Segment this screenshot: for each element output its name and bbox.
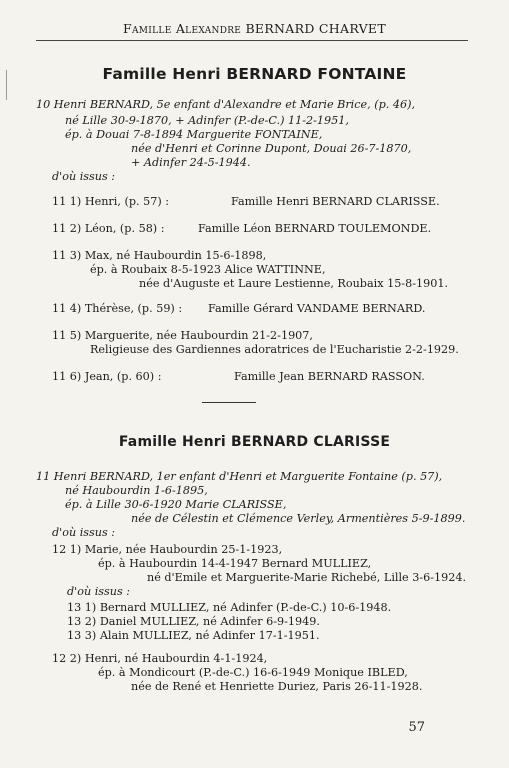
page-number: 57: [408, 720, 425, 735]
s1-child-6: 11 6) Jean, (p. 60) :: [52, 370, 162, 383]
header-rule: [36, 40, 468, 41]
s1-child-5: 11 5) Marguerite, née Haubourdin 21-2-1907,: [52, 329, 313, 342]
s1-line-4: née d'Henri et Corinne Dupont, Douai 26-7-1870,: [131, 142, 412, 155]
s1-line-3: ép. à Douai 7-8-1894 Marguerite FONTAINE,: [65, 128, 323, 141]
s2-grandchild-2: 13 2) Daniel MULLIEZ, né Adinfer 6-9-1949.: [67, 615, 320, 628]
header-first-name: Alexandre: [175, 21, 242, 36]
s2-grandchild-1: 13 1) Bernard MULLIEZ, né Adinfer (P.-de-C.) 10-6-1948.: [67, 601, 392, 614]
s1-line-2: né Lille 30-9-1870, + Adinfer (P.-de-C.) 11-2-1951,: [65, 114, 349, 127]
s1-child-2-ref: Famille Léon BERNARD TOULEMONDE.: [198, 222, 432, 235]
running-header: [0, 21, 509, 36]
s2-line-3: ép. à Lille 30-6-1920 Marie CLARISSE,: [65, 498, 287, 511]
s1-child-5-l2: Religieuse des Gardiennes adoratrices de l'Eucharistie 2-2-1929.: [90, 343, 459, 356]
s1-child-4-ref: Famille Gérard VANDAME BERNARD.: [208, 302, 426, 315]
s2-child-2-l2: ép. à Mondicourt (P.-de-C.) 16-6-1949 Monique IBLED,: [98, 666, 408, 679]
s2-child-2: 12 2) Henri, né Haubourdin 4-1-1924,: [52, 652, 268, 665]
s1-child-1-ref: Famille Henri BERNARD CLARISSE.: [231, 195, 440, 208]
s1-issue-label: d'où issus :: [52, 170, 116, 183]
s2-grandchildren-label: d'où issus :: [67, 585, 131, 598]
section1-title: Famille Henri BERNARD FONTAINE: [102, 65, 407, 83]
s1-child-3: 11 3) Max, né Haubourdin 15-6-1898,: [52, 249, 267, 262]
s2-line-1: 11 Henri BERNARD, 1er enfant d'Henri et Marguerite Fontaine (p. 57),: [36, 470, 443, 483]
section-separator: [202, 402, 256, 403]
s2-line-4: née de Célestin et Clémence Verley, Armentières 5-9-1899.: [131, 512, 466, 525]
s1-child-6-ref: Famille Jean BERNARD RASSON.: [234, 370, 425, 383]
s2-child-2-l3: née de René et Henriette Duriez, Paris 26-11-1928.: [131, 680, 423, 693]
s2-grandchild-3: 13 3) Alain MULLIEZ, né Adinfer 17-1-1951.: [67, 629, 320, 642]
header-surname: BERNARD CHARVET: [245, 21, 386, 36]
s2-child-1: 12 1) Marie, née Haubourdin 25-1-1923,: [52, 543, 283, 556]
s1-child-3-l2: ép. à Roubaix 8-5-1923 Alice WATTINNE,: [90, 263, 326, 276]
s2-child-1-l3: né d'Emile et Marguerite-Marie Richebé, Lille 3-6-1924.: [147, 571, 467, 584]
s2-child-1-l2: ép. à Haubourdin 14-4-1947 Bernard MULLIEZ,: [98, 557, 372, 570]
section2-title: Famille Henri BERNARD CLARISSE: [118, 434, 391, 450]
s1-line-1: 10 Henri BERNARD, 5e enfant d'Alexandre et Marie Brice, (p. 46),: [36, 98, 416, 111]
s2-line-2: né Haubourdin 1-6-1895,: [65, 484, 208, 497]
s1-child-1: 11 1) Henri, (p. 57) :: [52, 195, 170, 208]
s2-issue-label: d'où issus :: [52, 526, 116, 539]
s1-child-3-l3: née d'Auguste et Laure Lestienne, Roubaix 15-8-1901.: [139, 277, 449, 290]
s1-child-2: 11 2) Léon, (p. 58) :: [52, 222, 165, 235]
header-prefix: Famille: [123, 21, 172, 36]
s1-line-5: + Adinfer 24-5-1944.: [131, 156, 251, 169]
s1-child-4: 11 4) Thérèse, (p. 59) :: [52, 302, 183, 315]
